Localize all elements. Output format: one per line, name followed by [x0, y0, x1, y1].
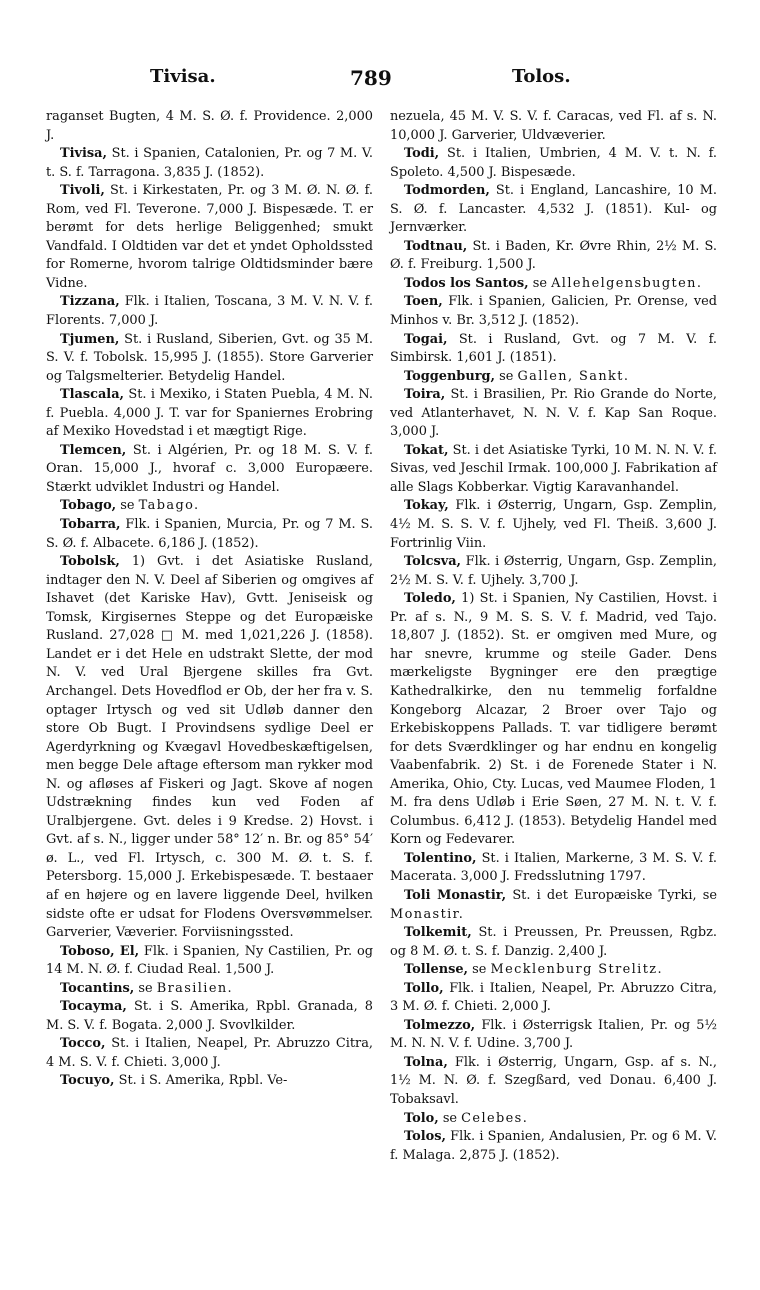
dictionary-entry — [46, 108, 373, 145]
dictionary-entry — [46, 1035, 373, 1072]
entry-headword: Tobarra, — [60, 517, 121, 533]
entry-headword: Toboso, El, — [60, 943, 140, 959]
entry-headword: Toira, — [404, 387, 446, 403]
dictionary-entry — [46, 145, 373, 182]
entry-headword: Tolkemit, — [404, 925, 472, 941]
entry-headword: Tobolsk, — [60, 554, 120, 570]
entry-headword: Tocayma, — [60, 999, 127, 1015]
entry-headword: Tolos, — [404, 1129, 446, 1145]
dictionary-entry — [46, 516, 373, 553]
entry-text: St. i Algérien, Pr. og 18 M. S. V. f. Oran. 15,000 J., hvoraf c. 3,000 Europæere. Stærkt udviklet Industri og Handel. — [46, 442, 373, 495]
dictionary-entry — [390, 331, 717, 368]
entry-headword: Tizzana, — [60, 294, 120, 310]
dictionary-entry — [46, 497, 373, 516]
entry-text: St. i Italien, Umbrien, 4 M. V. t. N. f. Spoleto. 4,500 J. Bispesæde. — [390, 146, 717, 180]
entry-text: se — [120, 498, 139, 514]
entry-text: St. i Rusland, Siberien, Gvt. og 35 M. S. V. f. Tobolsk. 15,995 J. (1855). Store Garverier og Talgsmelterier. Betydelig Handel. — [46, 331, 373, 384]
dictionary-entry — [46, 943, 373, 980]
page-number: 789 — [350, 66, 392, 90]
header-left-guideword: Tivisa. — [150, 66, 216, 87]
entry-headword: Tolo, — [404, 1110, 439, 1126]
entry-text: St. i S. Amerika, Rpbl. Ve- — [118, 1073, 288, 1089]
dictionary-entry — [390, 386, 717, 442]
entry-headword: Tocco, — [60, 1036, 106, 1052]
entry-text: St. i Rusland, Gvt. og 7 M. V. f. Simbirsk. 1,601 J. (1851). — [390, 331, 717, 366]
left-column — [46, 108, 373, 1091]
entry-headword: Toli Monastir, — [404, 887, 507, 903]
dictionary-entry — [46, 182, 373, 293]
dictionary-entry — [390, 1054, 717, 1110]
entry-headword: Tolmezzo, — [404, 1017, 476, 1033]
entry-headword: Tocuyo, — [60, 1073, 115, 1089]
entry-text: St. i Spanien, Catalonien, Pr. og 7 M. V. t. S. f. Tarragona. 3,835 J. (1852). — [46, 146, 373, 180]
cross-reference: Brasilien. — [156, 980, 234, 996]
cross-reference: Mecklenburg Strelitz. — [490, 962, 663, 978]
dictionary-entry — [390, 182, 717, 238]
dictionary-entry — [46, 998, 373, 1035]
entry-text: St. i Baden, Kr. Øvre Rhin, 2½ M. S. Ø. f. Freiburg. 1,500 J. — [390, 238, 717, 273]
entry-text: 1) Gvt. i det Asiatiske Rusland, indtager den N. V. Deel af Siberien og omgives af Ishavet (det Kariske Hav), Gvtt. Jeniseisk og Tomsk, Kirgisernes Steppe og det Europæiske Rusland. 27,028 □ M. med 1,021,226 J. (1858). Landet er i det Hele en udstrakt Slette, der mod N. V. ved Ural Bjergene skilles fra Gvt. Archangel. Dets Hovedflod er Ob, der her fra v. S. optager Irtysch og ved sit Udløb danner den store Ob Bugt. I Provindsens sydlige Deel er Agerdyrkning og Kvægavl Hovedbeskæftigelsen, men begge Dele aftage eftersom man rykker mod N. og afløses af Fiskeri og Jagt. Skove af nogen Udstrækning findes kun ved Foden af Uralbjergene. Gvt. deles i 9 Kredse. 2) Hovst. i Gvt. af s. N., ligger under 58° 12′ n. Br. og 85° 54′ ø. L., ved Fl. Irtysch, c. 300 M. Ø. t. S. f. Petersborg. 15,000 J. Erkebispesæde. T. bestaaer af en højere og en lavere liggende Deel, hvilken sidste ofte er udsat for Flodens Oversvømmelser. Garverier, Væverier. Forviisningssted. — [46, 554, 373, 941]
entry-text: 1) St. i Spanien, Ny Castilien, Hovst. i Pr. af s. N., 9 M. S. S. V. f. Madrid, ved Tajo. 18,807 J. (1852). St. er omgiven med Mure, og har snevre, krumme og steile Gader. Dens mærkeligste Bygninger ere den prægtige Kathedralkirke, den nu temmelig forfaldne Kongeborg Alcazar, 2 Broer over Tajo og Erkebiskoppens Pallads. T. var tidligere berømt for dets Sværdklinger og har endnu en kongelig Vaabenfabrik. 2) St. i de Forenede Stater i N. Amerika, Ohio, Cty. Lucas, ved Maumee Floden, 1 M. fra dens Udløb i Erie Søen, 27 M. N. t. V. f. Columbus. 6,412 J. (1853). Betydelig Handel med Korn og Fedevarer. — [390, 591, 717, 848]
dictionary-entry — [390, 497, 717, 553]
entry-headword: Tollo, — [404, 980, 444, 996]
entry-text: Flk. i Østerrig, Ungarn, Gsp. Zemplin, 2½ M. S. V. f. Ujhely. 3,700 J. — [390, 554, 717, 588]
entry-headword: Tokay, — [404, 498, 449, 514]
entry-text: Flk. i Østerrig, Ungarn, Gsp. af s. N., 1½ M. N. Ø. f. Szegßard, ved Donau. 6,400 J. Tobaksavl. — [390, 1054, 717, 1107]
entry-text: Flk. i Spanien, Galicien, Pr. Orense, ved Minhos v. Br. 3,512 J. (1852). — [390, 294, 717, 329]
entry-text: St. i Italien, Markerne, 3 M. S. V. f. Macerata. 3,000 J. Fredsslutning 1797. — [390, 850, 717, 885]
dictionary-entry — [390, 238, 717, 275]
dictionary-entry — [46, 331, 373, 387]
running-header — [0, 66, 760, 100]
dictionary-entry — [390, 961, 717, 980]
entry-text: St. i Brasilien, Pr. Rio Grande do Norte, ved Atlanterhavet, N. N. V. f. Kap San Roque. 3,000 J. — [390, 387, 717, 440]
entry-headword: Toledo, — [404, 591, 456, 607]
dictionary-entry — [390, 850, 717, 887]
entry-text: St. i S. Amerika, Rpbl. Granada, 8 M. S. V. f. Bogata. 2,000 J. Svovlkilder. — [46, 999, 374, 1033]
dictionary-entry — [390, 1128, 717, 1165]
dictionary-entry — [390, 108, 717, 145]
entry-text: se — [472, 962, 491, 978]
entry-text: nezuela, 45 M. V. S. V. f. Caracas, ved Fl. af s. N. 10,000 J. Garverier, Uldvæverier. — [390, 109, 717, 143]
dictionary-entry — [390, 590, 717, 850]
entry-text: St. i det Asiatiske Tyrki, 10 M. N. N. V. f. Sivas, ved Jeschil Irmak. 100,000 J. Fabrikation af alle Slags Kobberkar. Vigtig Karavanhandel. — [390, 442, 718, 495]
entry-text: Flk. i Spanien, Murcia, Pr. og 7 M. S. S. Ø. f. Albacete. 6,186 J. (1852). — [46, 517, 373, 551]
dictionary-entry — [390, 924, 717, 961]
entry-text: St. i Mexiko, i Staten Puebla, 4 M. N. f. Puebla. 4,000 J. T. var for Spaniernes Erobring af Mexiko Hovedstad i et mægtigt Rige. — [46, 387, 373, 440]
dictionary-entry — [46, 386, 373, 442]
entry-text: Flk. i Spanien, Ny Castilien, Pr. og 14 M. N. Ø. f. Ciudad Real. 1,500 J. — [46, 943, 373, 978]
dictionary-entry — [46, 442, 373, 498]
entry-headword: Todi, — [404, 146, 440, 162]
entry-text: St. i England, Lancashire, 10 M. S. Ø. f. Lancaster. 4,532 J. (1851). Kul- og Jernværker. — [390, 183, 717, 236]
entry-headword: Tivisa, — [60, 146, 107, 162]
dictionary-entry — [46, 980, 373, 999]
entry-text: St. i Italien, Neapel, Pr. Abruzzo Citra, 4 M. S. V. f. Chieti. 3,000 J. — [46, 1036, 373, 1070]
dictionary-entry — [390, 145, 717, 182]
entry-headword: Tocantins, — [60, 980, 135, 996]
entry-headword: Toggenburg, — [404, 368, 495, 384]
entry-headword: Toen, — [404, 294, 443, 310]
dictionary-entry — [390, 1017, 717, 1054]
entry-headword: Tollense, — [404, 962, 469, 978]
dictionary-entry — [46, 553, 373, 942]
cross-reference: Monastir. — [390, 906, 465, 922]
cross-reference: Celebes. — [461, 1110, 529, 1126]
entry-text: Flk. i Italien, Toscana, 3 M. V. N. V. f. Florents. 7,000 J. — [46, 294, 373, 329]
dictionary-entry — [390, 442, 717, 498]
entry-text: St. i Kirkestaten, Pr. og 3 M. Ø. N. Ø. f. Rom, ved Fl. Teverone. 7,000 J. Bispesæde. T. er berømt for dets herlige Beliggenhed; smukt Vandfald. I Oldtiden var det et yndet Opholdssted for Romerne, hvorom talrige Oldtidsminder bære Vidne. — [46, 183, 373, 291]
entry-headword: Tobago, — [60, 498, 117, 514]
entry-text: Flk. i Østerrigsk Italien, Pr. og 5½ M. N. N. V. f. Udine. 3,700 J. — [390, 1017, 717, 1052]
dictionary-entry — [390, 275, 717, 294]
cross-reference: Gallen, Sankt. — [517, 368, 630, 384]
entry-headword: Tivoli, — [60, 183, 105, 199]
entry-headword: Todmorden, — [404, 183, 490, 199]
entry-text: se — [499, 368, 518, 384]
dictionary-entry — [390, 553, 717, 590]
entry-headword: Tlemcen, — [60, 442, 127, 458]
entry-headword: Todtnau, — [404, 238, 468, 254]
dictionary-entry — [390, 980, 717, 1017]
entry-text: se — [532, 275, 552, 291]
cross-reference: Tabago. — [138, 498, 200, 514]
entry-headword: Tolentino, — [404, 850, 477, 866]
entry-headword: Tolcsva, — [404, 554, 462, 570]
dictionary-entry — [46, 293, 373, 330]
entry-text: Flk. i Spanien, Andalusien, Pr. og 6 M. V. f. Malaga. 2,875 J. (1852). — [390, 1129, 717, 1163]
dictionary-entry — [46, 1072, 373, 1091]
dictionary-entry — [390, 368, 717, 387]
entry-text: raganset Bugten, 4 M. S. Ø. f. Providence. 2,000 J. — [46, 109, 373, 143]
cross-reference: Allehelgensbugten. — [551, 275, 703, 291]
header-right-guideword: Tolos. — [512, 66, 571, 87]
dictionary-entry — [390, 887, 717, 924]
dictionary-entry — [390, 293, 717, 330]
entry-headword: Togai, — [404, 331, 448, 347]
dictionary-entry — [390, 1110, 717, 1129]
entry-text: St. i det Europæiske Tyrki, se — [512, 887, 717, 903]
right-column — [390, 108, 717, 1165]
entry-text: se — [442, 1110, 462, 1126]
entry-text: Flk. i Italien, Neapel, Pr. Abruzzo Citra, 3 M. Ø. f. Chieti. 2,000 J. — [390, 980, 717, 1015]
entry-headword: Tlascala, — [60, 387, 125, 403]
entry-headword: Tjumen, — [60, 331, 120, 347]
entry-headword: Todos los Santos, — [404, 275, 529, 291]
entry-headword: Tolna, — [404, 1054, 448, 1070]
entry-headword: Tokat, — [404, 442, 449, 458]
entry-text: St. i Preussen, Pr. Preussen, Rgbz. og 8 M. Ø. t. S. f. Danzig. 2,400 J. — [390, 925, 717, 959]
entry-text: se — [138, 980, 157, 996]
entry-text: Flk. i Østerrig, Ungarn, Gsp. Zemplin, 4½ M. S. S. V. f. Ujhely, ved Fl. Theiß. 3,600 J. Fortrinlig Viin. — [390, 498, 717, 551]
